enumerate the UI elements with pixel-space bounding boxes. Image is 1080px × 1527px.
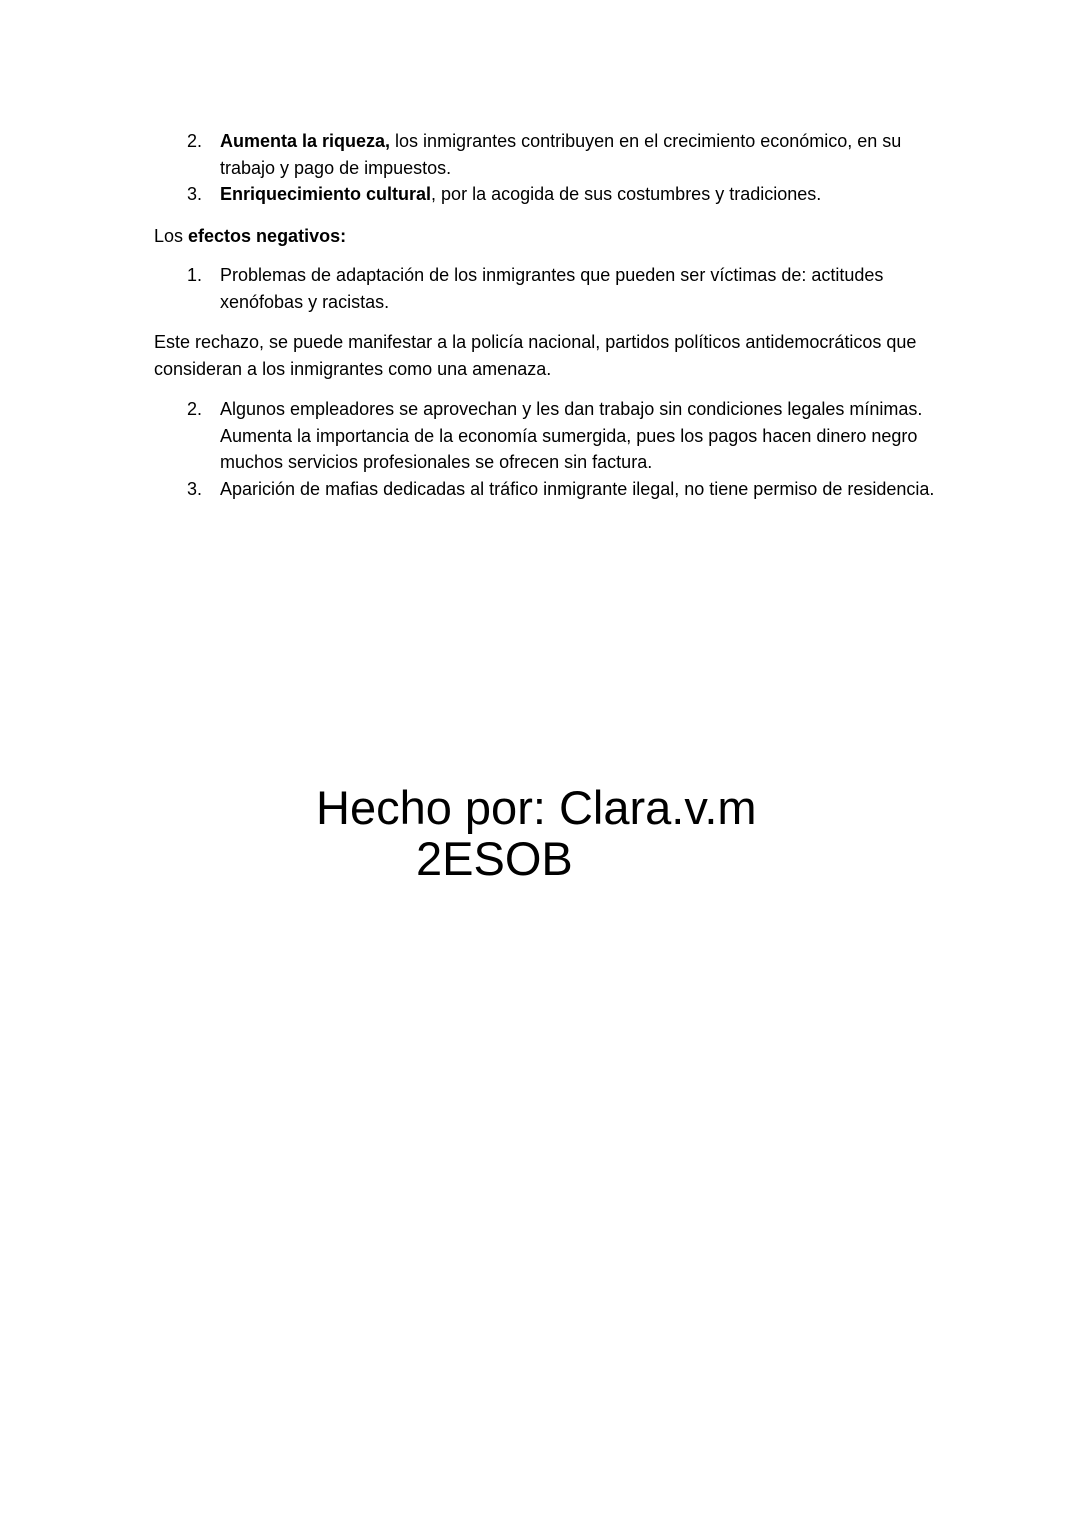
author-class: 2ESOB <box>416 832 573 885</box>
list-item-text: Algunos empleadores se aprovechan y les dan trabajo sin condiciones legales mínimas. Aumenta la importancia de la economía sumergida, pues los pagos hacen dinero negro muchos servicios profesionales se ofrecen sin factura. <box>220 399 923 472</box>
negatives-list-b <box>154 396 944 502</box>
author-name: Hecho por: Clara.v.m <box>316 781 757 834</box>
list-item <box>154 128 944 181</box>
list-item-bold: Enriquecimiento cultural <box>220 184 432 204</box>
list-number: 2. <box>187 131 203 151</box>
list-number: 1. <box>187 265 203 285</box>
list-item <box>154 476 944 503</box>
document-body <box>154 128 944 502</box>
benefits-list <box>154 128 944 208</box>
list-number: 3. <box>187 478 203 499</box>
negatives-heading <box>154 223 944 250</box>
list-item-bold: Aumenta la riqueza, <box>220 131 391 151</box>
list-item <box>154 262 944 315</box>
list-item-text: Aparición de mafias dedicadas al tráfico inmigrante ilegal, no tiene permiso de residencia. <box>220 478 935 499</box>
list-item <box>154 181 944 208</box>
list-item <box>154 396 944 476</box>
negatives-list-a <box>154 262 944 315</box>
list-item-text: , por la acogida de sus costumbres y tradiciones. <box>431 184 822 204</box>
list-item-text: Problemas de adaptación de los inmigrantes que pueden ser víctimas de: actitudes xenófobas y racistas. <box>220 265 884 312</box>
heading-bold: efectos negativos: <box>188 225 347 246</box>
rejection-paragraph: Este rechazo, se puede manifestar a la policía nacional, partidos políticos antidemocráticos que consideran a los inmigrantes como una amenaza. <box>154 332 917 379</box>
list-item-text: los inmigrantes contribuyen en el crecimiento económico, en su trabajo y pago de impuestos. <box>220 131 902 178</box>
list-number: 3. <box>187 184 203 204</box>
list-number: 2. <box>187 399 203 419</box>
heading-prefix: Los <box>154 225 189 246</box>
